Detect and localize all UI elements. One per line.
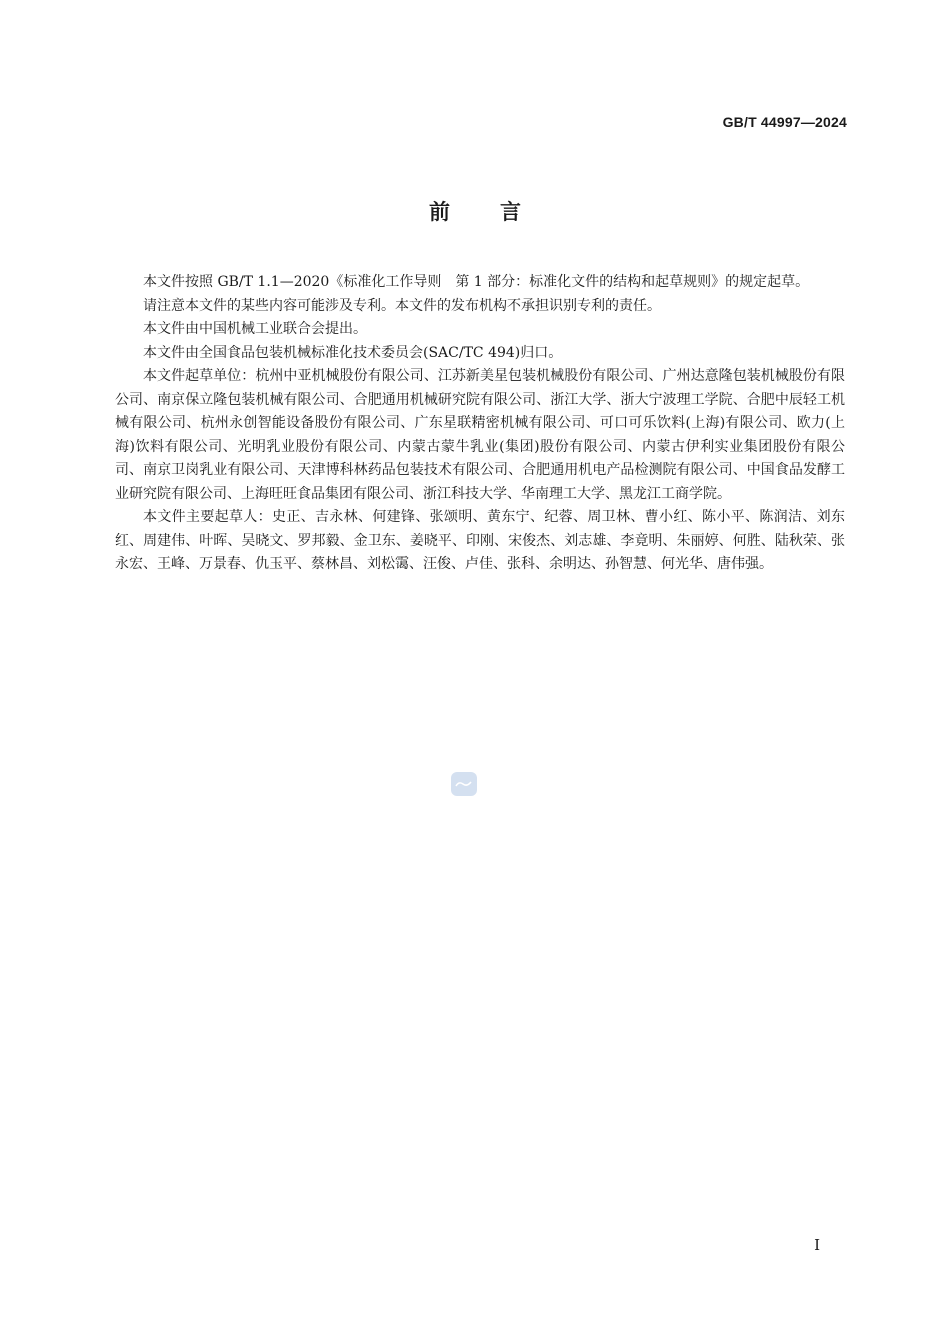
paragraph-drafting-rules: 本文件按照 GB/T 1.1—2020《标准化工作导则 第 1 部分：标准化文件的结构和起草规则》的规定起草。 bbox=[143, 274, 810, 290]
page-title: 前言 bbox=[429, 200, 571, 224]
paragraph-drafters: 本文件主要起草人：史正、吉永林、何建锋、张颂明、黄东宁、纪蓉、周卫林、曹小红、陈小平、陈润洁、刘东红、周建伟、叶晖、吴晓文、罗邦毅、金卫东、姜晓平、印刚、宋俊杰、刘志雄、李竟明、朱丽婷、何胜、陆秋荣、张永宏、王峰、万景春、仇玉平、蔡林昌、刘松霭、汪俊、卢佳、张科、余明达、孙智慧、何光华、唐伟强。 bbox=[115, 509, 845, 572]
page-number: I bbox=[814, 1236, 820, 1254]
paragraph-drafting-units: 本文件起草单位：杭州中亚机械股份有限公司、江苏新美星包装机械股份有限公司、广州达意隆包装机械股份有限公司、南京保立隆包装机械有限公司、合肥通用机械研究院有限公司、浙江大学、浙大宁波理工学院、合肥中辰轻工机械有限公司、杭州永创智能设备股份有限公司、广东星联精密机械有限公司、可口可乐饮料(上海)有限公司、欧力(上海)饮料有限公司、光明乳业股份有限公司、内蒙古蒙牛乳业(集团)股份有限公司、内蒙古伊利实业集团股份有限公司、南京卫岗乳业有限公司、天津博科林药品包装技术有限公司、合肥通用机电产品检测院有限公司、中国食品发酵工业研究院有限公司、上海旺旺食品集团有限公司、浙江科技大学、华南理工大学、黑龙江工商学院。 bbox=[115, 368, 845, 502]
paragraph-technical-committee: 本文件由全国食品包装机械标准化技术委员会(SAC/TC 494)归口。 bbox=[143, 344, 563, 361]
foreword-body bbox=[115, 271, 845, 577]
standard-number: GB/T 44997—2024 bbox=[722, 114, 847, 130]
paragraph-proposer: 本文件由中国机械工业联合会提出。 bbox=[143, 321, 367, 337]
sac-logo-icon bbox=[451, 772, 477, 796]
paragraph-patent-notice: 请注意本文件的某些内容可能涉及专利。本文件的发布机构不承担识别专利的责任。 bbox=[143, 297, 661, 314]
